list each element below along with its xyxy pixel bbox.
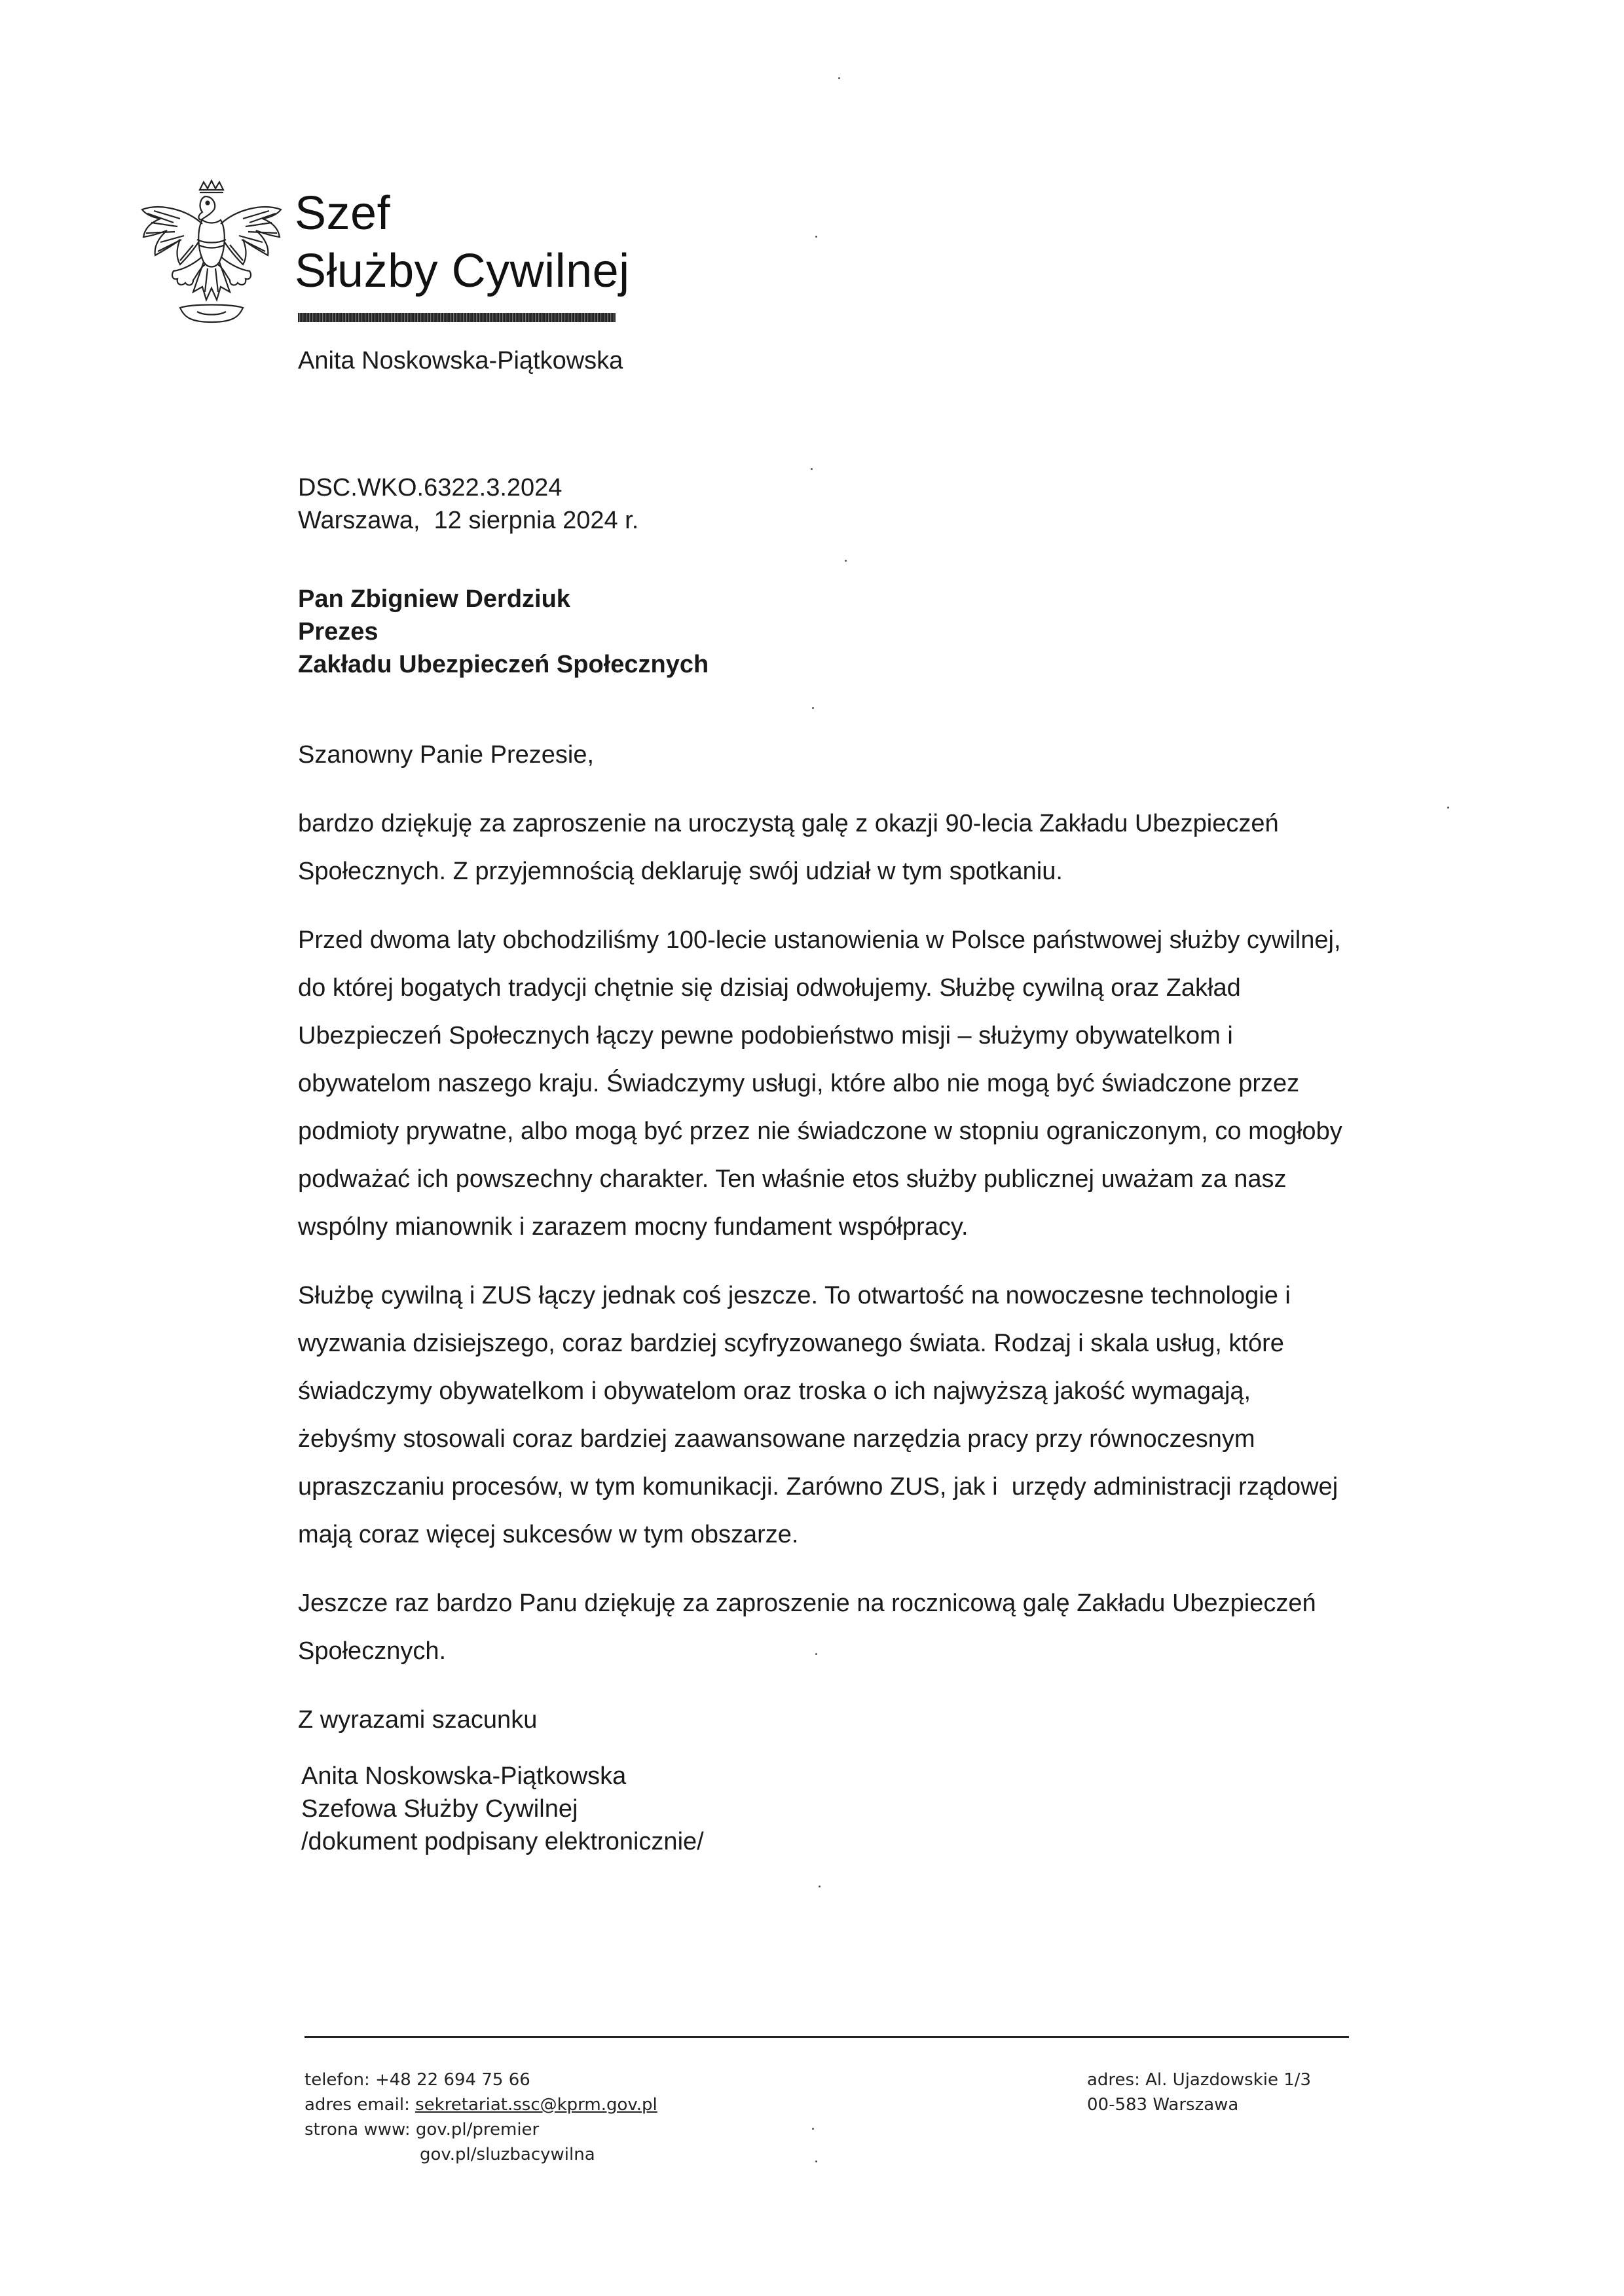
scan-speck bbox=[812, 707, 814, 709]
closing-phrase: Z wyrazami szacunku bbox=[298, 1706, 538, 1734]
scan-speck bbox=[812, 2128, 814, 2130]
header-divider bbox=[298, 313, 616, 322]
footer-phone: telefon: +48 22 694 75 66 bbox=[304, 2070, 530, 2090]
scan-speck bbox=[815, 2160, 817, 2162]
footer-contact bbox=[304, 2068, 657, 2167]
organization-title-line1: Szef bbox=[295, 187, 391, 240]
place-date: Warszawa, 12 sierpnia 2024 r. bbox=[298, 507, 639, 534]
scan-speck bbox=[815, 236, 817, 238]
footer-address-line1: adres: Al. Ujazdowskie 1/3 bbox=[1087, 2070, 1312, 2090]
footer-email-label: adres email: bbox=[304, 2095, 416, 2115]
footer-www-link-1[interactable]: gov.pl/premier bbox=[415, 2120, 540, 2140]
footer-address-line2: 00-583 Warszawa bbox=[1087, 2095, 1239, 2115]
signature-block bbox=[301, 1760, 704, 1858]
footer-www-label: strona www: bbox=[304, 2120, 416, 2140]
scan-speck bbox=[819, 1886, 821, 1887]
scan-speck bbox=[845, 560, 847, 562]
polish-eagle-emblem-icon bbox=[134, 177, 285, 334]
scan-speck bbox=[1447, 807, 1449, 809]
organization-title bbox=[295, 185, 630, 300]
scan-speck bbox=[815, 1653, 817, 1655]
footer-www-row bbox=[304, 2117, 657, 2142]
signature-note: /dokument podpisany elektronicznie/ bbox=[301, 1828, 704, 1855]
scan-speck bbox=[811, 468, 813, 470]
footer-divider bbox=[304, 2036, 1349, 2038]
recipient-institution: Zakładu Ubezpieczeń Społecznych bbox=[298, 651, 709, 678]
footer-email-row bbox=[304, 2092, 657, 2117]
footer-address bbox=[1087, 2068, 1311, 2117]
body-paragraph-2: Przed dwoma laty obchodziliśmy 100-lecie ustanowienia w Polsce państwowej służby cywilnej, do której bogatych tradycji chętnie się dzisiaj odwołujemy. Służbę cywilną oraz Zakład Ubezpieczeń Społecznych łączy pewne podobieństwo misji – służymy obywatelkom i obywatelom naszego kraju. Świadczymy usługi, które albo nie mogą być świadczone przez podmioty prywatne, albo mogą być przez nie świadczone w stopniu ograniczonym, co mogłoby podważać ich powszechny charakter. Ten właśnie etos służby publicznej uważam za nasz wspólny mianownik i zarazem mocny fundament współpracy. bbox=[298, 926, 1342, 1241]
footer-www-link-2[interactable]: gov.pl/sluzbacywilna bbox=[420, 2145, 595, 2164]
salutation: Szanowny Panie Prezesie, bbox=[298, 741, 595, 769]
body-paragraph-3: Służbę cywilną i ZUS łączy jednak coś jeszcze. To otwartość na nowoczesne technologie i wyzwania dzisiejszego, coraz bardziej scyfryzowanego świata. Rodzaj i skala usług, które świadczymy obywatelkom i obywatelom oraz troska o ich najwyższą jakość wymagają, żebyśmy stosowali coraz bardziej zaawansowane narzędzia pracy przy równoczesnym upraszczaniu procesów, w tym komunikacji. Zarówno ZUS, jak i urzędy administracji rządowej mają coraz więcej sukcesów w tym obszarze. bbox=[298, 1282, 1345, 1548]
signatory-name: Anita Noskowska-Piątkowska bbox=[301, 1762, 627, 1790]
letter-body bbox=[298, 800, 1346, 1770]
footer-email-link[interactable]: sekretariat.ssc@kprm.gov.pl bbox=[415, 2095, 657, 2115]
recipient-name: Pan Zbigniew Derdziuk bbox=[298, 585, 570, 613]
recipient-block bbox=[298, 583, 709, 681]
recipient-position: Prezes bbox=[298, 618, 378, 646]
signatory-title: Szefowa Służby Cywilnej bbox=[301, 1795, 578, 1823]
head-name: Anita Noskowska-Piątkowska bbox=[298, 347, 623, 374]
body-paragraph-1: bardzo dziękuję za zaproszenie na uroczystą galę z okazji 90-lecia Zakładu Ubezpieczeń Społecznych. Z przyjemnością deklaruję swój udział w tym spotkaniu. bbox=[298, 810, 1279, 885]
organization-title-line2: Służby Cywilnej bbox=[295, 245, 630, 297]
reference-number: DSC.WKO.6322.3.2024 bbox=[298, 474, 563, 501]
scan-speck bbox=[838, 77, 840, 79]
body-paragraph-4: Jeszcze raz bardzo Panu dziękuję za zaproszenie na rocznicową galę Zakładu Ubezpieczeń Społecznych. bbox=[298, 1590, 1316, 1665]
letter-meta bbox=[298, 471, 638, 537]
